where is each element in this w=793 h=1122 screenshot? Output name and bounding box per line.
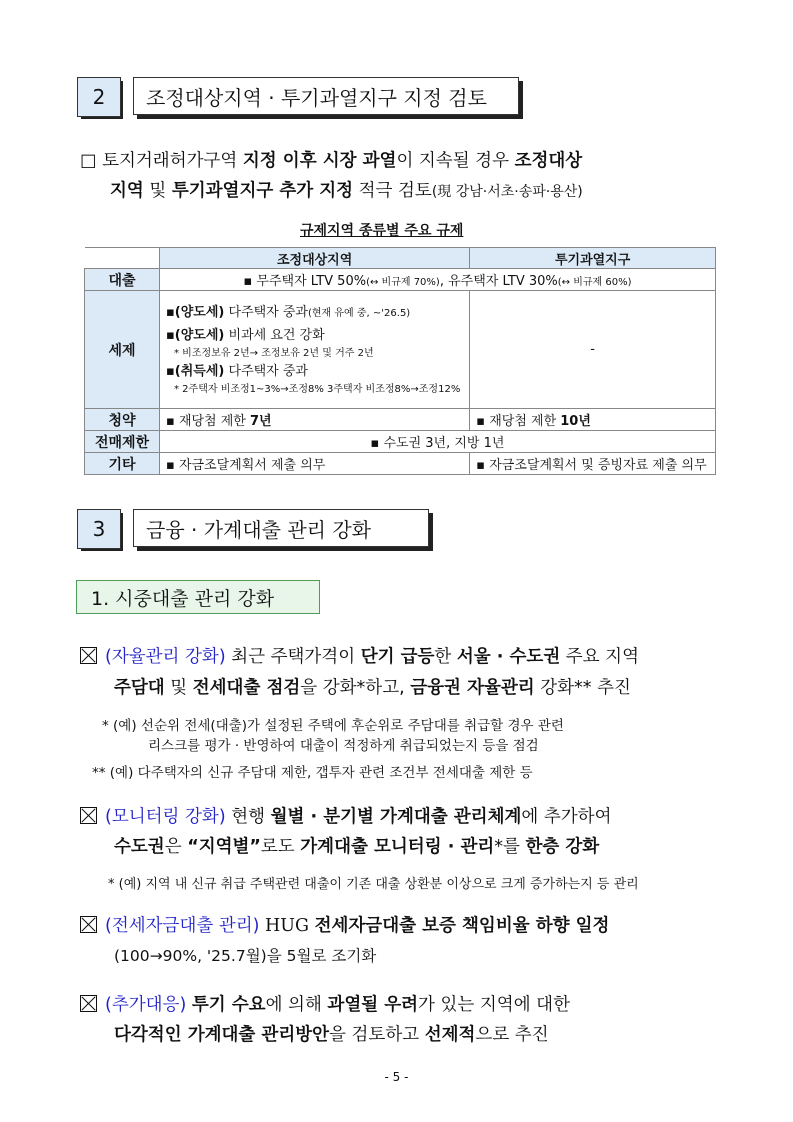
etc-cell-a: ▪ 자금조달계획서 제출 의무: [160, 453, 470, 475]
item3-line1: (전세자금대출 관리) HUG 전세자금대출 보증 책임비율 하향 일정: [80, 911, 609, 941]
item1-line1: (자율관리 강화) 최근 주택가격이 단기 급등한 서울 · 수도권 주요 지역: [80, 642, 639, 672]
checkbox-icon: [80, 647, 97, 664]
item1-note1b: 리스크를 평가 · 반영하여 대출이 적정하게 취급되었는지 등을 점검: [148, 738, 539, 754]
row-label-resale: 전매제한: [85, 431, 160, 453]
checkbox-icon: [80, 916, 97, 933]
checkbox-icon: [80, 807, 97, 824]
subsection-title: 1. 시중대출 관리 강화: [76, 580, 320, 614]
item1-note2: ** (예) 다주택자의 신규 주담대 제한, 갭투자 관련 조건부 전세대출 제한 등: [92, 765, 533, 781]
item2-line2: 수도권은 “지역별”로도 가계대출 모니터링 · 관리*를 한층 강화: [114, 837, 600, 857]
resale-cell: ▪ 수도권 3년, 지방 1년: [160, 431, 716, 453]
section2-bullet-line2: 지역 및 투기과열지구 추가 지정 적극 검토(現 강남·서초·송파·용산): [110, 181, 583, 201]
etc-cell-b: ▪ 자금조달계획서 및 증빙자료 제출 의무: [470, 453, 716, 475]
section2-bullet-line1: □ 토지거래허가구역 지정 이후 시장 과열이 지속될 경우 조정대상: [80, 151, 583, 171]
item1-line2: 주담대 및 전세대출 점검을 강화*하고, 금융권 자율관리 강화** 추진: [114, 678, 631, 698]
table-caption: 규제지역 종류별 주요 규제: [300, 223, 464, 239]
item4-line1: (추가대응) 투기 수요에 의해 과열될 우려가 있는 지역에 대한: [80, 990, 570, 1020]
section-title: 금융 · 가계대출 관리 강화: [133, 509, 429, 547]
item4-line2: 다각적인 가계대출 관리방안을 검토하고 선제적으로 추진: [114, 1025, 549, 1045]
row-label-subscription: 청약: [85, 409, 160, 431]
item3-line2: (100→90%, '25.7월)을 5월로 조기화: [114, 947, 377, 965]
section-number: 3: [77, 509, 121, 549]
row-label-tax: 세제: [85, 291, 160, 409]
item1-note1a: * (예) 선순위 전세(대출)가 설정된 주택에 후순위로 주담대를 취급할 경우 관련: [102, 718, 564, 734]
subscription-cell-b: ▪ 재당첨 제한 10년: [470, 409, 716, 431]
tax-cell-speculation: -: [470, 291, 716, 409]
section-title: 조정대상지역 · 투기과열지구 지정 검토: [133, 77, 519, 115]
row-label-etc: 기타: [85, 453, 160, 475]
loan-cell: ▪ 무주택자 LTV 50%(↔ 비규제 70%), 유주택자 LTV 30%(↔ 비규제 60%): [160, 269, 716, 291]
row-label-loan: 대출: [85, 269, 160, 291]
page-number: - 5 -: [384, 1070, 409, 1084]
subscription-cell-a: ▪ 재당첨 제한 7년: [160, 409, 470, 431]
item2-line1: (모니터링 강화) 현행 월별 · 분기별 가계대출 관리체계에 추가하여: [80, 802, 611, 832]
section-number: 2: [77, 77, 121, 117]
col-header-speculation: 투기과열지구: [470, 248, 716, 269]
tax-cell: ▪(양도세) 다주택자 중과(현재 유예 중, ~'26.5) ▪(양도세) 비과세 요건 강화 * 비조정보유 2년→ 조정보유 2년 및 거주 2년 ▪(취득세) 다주택자 중과 * 2주택자 비조정1~3%→조정8% 3주택자 비조정8%→조정12%: [160, 291, 470, 409]
item2-note: * (예) 지역 내 신규 취급 주택관련 대출이 기존 대출 상환분 이상으로 크게 증가하는지 등 관리: [108, 877, 639, 892]
col-header-adjustment: 조정대상지역: [160, 248, 470, 269]
table-corner: [85, 248, 160, 269]
regulation-table: [84, 247, 716, 475]
checkbox-icon: [80, 995, 97, 1012]
